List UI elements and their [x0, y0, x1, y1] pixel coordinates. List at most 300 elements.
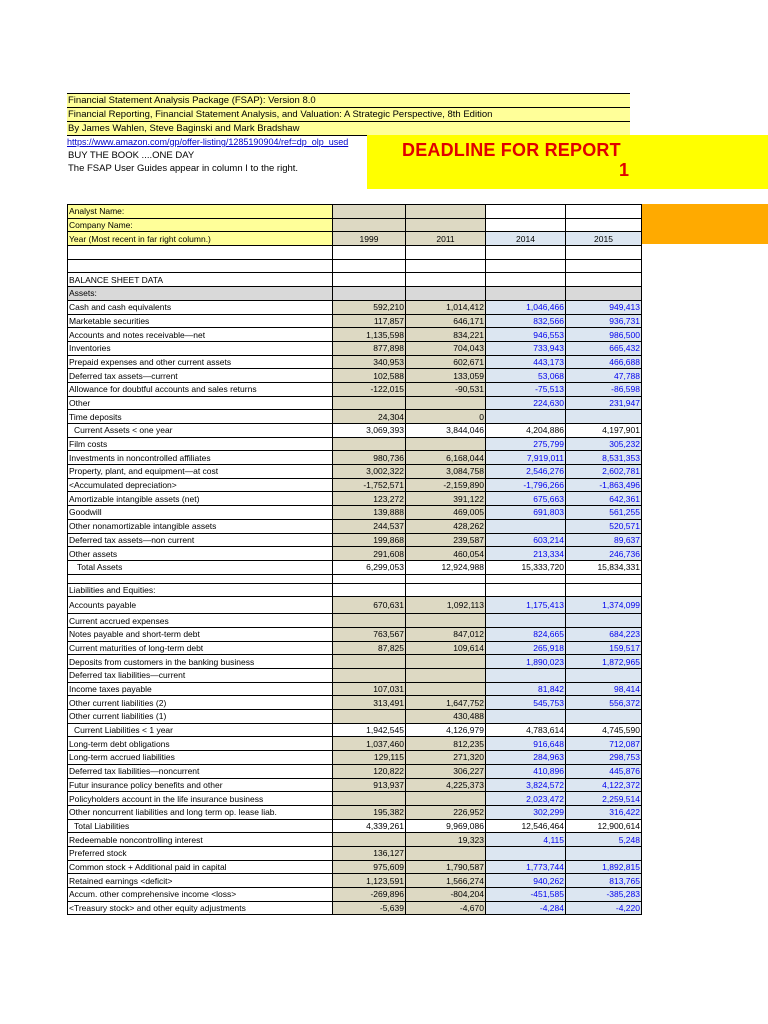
value-cell[interactable]: 133,059 — [406, 369, 486, 383]
value-cell[interactable]: 1,892,815 — [566, 860, 642, 874]
value-cell[interactable]: 469,005 — [406, 506, 486, 520]
value-cell[interactable]: 12,546,464 — [486, 819, 566, 833]
value-cell[interactable]: 3,844,046 — [406, 424, 486, 438]
table-row — [68, 478, 642, 492]
table-row — [68, 669, 642, 683]
row-label: Investments in noncontrolled affiliates — [68, 451, 333, 465]
analyst-name-label: Analyst Name: — [68, 205, 333, 219]
value-cell[interactable]: 4,115 — [486, 833, 566, 847]
row-label: Futur insurance policy benefits and other — [68, 778, 333, 792]
cell — [486, 574, 566, 583]
value-cell[interactable]: 520,571 — [566, 519, 642, 533]
value-cell[interactable]: 430,488 — [406, 710, 486, 724]
value-cell[interactable]: 7,919,011 — [486, 451, 566, 465]
year-col-1: 1999 — [333, 232, 406, 246]
value-cell[interactable]: 4,197,901 — [566, 424, 642, 438]
value-cell[interactable]: 120,822 — [333, 764, 406, 778]
cell — [566, 218, 642, 232]
value-cell[interactable]: 89,637 — [566, 533, 642, 547]
row-label: Allowance for doubtful accounts and sales returns — [68, 382, 333, 396]
value-cell[interactable]: 284,963 — [486, 751, 566, 765]
value-cell[interactable]: 466,688 — [566, 355, 642, 369]
value-cell[interactable]: -4,284 — [486, 901, 566, 915]
value-cell[interactable]: 12,900,614 — [566, 819, 642, 833]
value-cell[interactable]: 81,842 — [486, 682, 566, 696]
year-col-3: 2014 — [486, 232, 566, 246]
row-label: Policyholders account in the life insurance business — [68, 792, 333, 806]
value-cell[interactable]: 986,500 — [566, 328, 642, 342]
table-row — [68, 533, 642, 547]
value-cell[interactable]: 275,799 — [486, 437, 566, 451]
value-cell[interactable]: 298,753 — [566, 751, 642, 765]
value-cell[interactable]: 129,115 — [333, 751, 406, 765]
value-cell[interactable] — [333, 396, 406, 410]
row-label: Cash and cash equivalents — [68, 300, 333, 314]
value-cell[interactable]: 1,123,591 — [333, 874, 406, 888]
value-cell[interactable]: -385,283 — [566, 888, 642, 902]
value-cell[interactable]: 316,422 — [566, 805, 642, 819]
table-row — [68, 597, 642, 614]
value-cell[interactable]: 592,210 — [333, 300, 406, 314]
table-row — [68, 614, 642, 628]
value-cell[interactable]: 980,736 — [333, 451, 406, 465]
authors-row: By James Wahlen, Steve Baginski and Mark Bradshaw — [67, 121, 630, 136]
value-cell[interactable] — [406, 846, 486, 860]
table-row — [68, 519, 642, 533]
table-row — [68, 874, 642, 888]
value-cell[interactable]: 556,372 — [566, 696, 642, 710]
value-cell[interactable]: 847,012 — [406, 627, 486, 641]
value-cell[interactable]: -1,752,571 — [333, 478, 406, 492]
value-cell[interactable]: -75,513 — [486, 382, 566, 396]
value-cell[interactable]: 291,608 — [333, 547, 406, 561]
cell — [406, 218, 486, 232]
value-cell[interactable] — [486, 669, 566, 683]
user-guide-note: The FSAP User Guides appear in column I to the right. — [68, 163, 299, 174]
table-row — [68, 300, 642, 314]
value-cell[interactable]: 670,631 — [333, 597, 406, 614]
value-cell[interactable] — [566, 846, 642, 860]
row-label: Marketable securities — [68, 314, 333, 328]
value-cell[interactable]: 305,232 — [566, 437, 642, 451]
value-cell[interactable]: 1,374,099 — [566, 597, 642, 614]
cell — [486, 246, 566, 260]
value-cell[interactable]: 3,002,322 — [333, 465, 406, 479]
table-row — [68, 888, 642, 902]
table-row — [68, 860, 642, 874]
table-row — [68, 369, 642, 383]
value-cell[interactable]: 975,609 — [333, 860, 406, 874]
table-row — [68, 451, 642, 465]
value-cell[interactable]: 642,361 — [566, 492, 642, 506]
table-row — [68, 492, 642, 506]
cell — [406, 246, 486, 260]
row-label: Current maturities of long-term debt — [68, 641, 333, 655]
value-cell[interactable] — [333, 669, 406, 683]
cell — [406, 259, 486, 273]
value-cell[interactable]: 3,084,758 — [406, 465, 486, 479]
value-cell[interactable]: 428,262 — [406, 519, 486, 533]
value-cell[interactable] — [406, 669, 486, 683]
row-label: Accum. other comprehensive income <loss> — [68, 888, 333, 902]
value-cell[interactable]: 226,952 — [406, 805, 486, 819]
amazon-link[interactable]: https://www.amazon.com/gp/offer-listing/1285190904/ref=dp_olp_used — [67, 137, 349, 147]
cell — [333, 273, 406, 287]
row-label: Other current liabilities (1) — [68, 710, 333, 724]
value-cell[interactable]: 691,803 — [486, 506, 566, 520]
value-cell[interactable]: 117,857 — [333, 314, 406, 328]
value-cell[interactable]: 2,023,472 — [486, 792, 566, 806]
row-label: Current Liabilities < 1 year — [68, 723, 333, 737]
cell — [68, 259, 333, 273]
value-cell[interactable]: 313,491 — [333, 696, 406, 710]
value-cell[interactable]: 306,227 — [406, 764, 486, 778]
value-cell[interactable]: 603,214 — [486, 533, 566, 547]
deadline-number: 1 — [619, 160, 630, 180]
table-row — [68, 723, 642, 737]
value-cell[interactable]: 302,299 — [486, 805, 566, 819]
value-cell[interactable]: 1,014,412 — [406, 300, 486, 314]
value-cell[interactable] — [486, 519, 566, 533]
value-cell[interactable]: -90,531 — [406, 382, 486, 396]
value-cell[interactable]: 1,135,598 — [333, 328, 406, 342]
value-cell[interactable] — [333, 710, 406, 724]
row-label: Deferred tax assets—current — [68, 369, 333, 383]
table-row — [68, 846, 642, 860]
value-cell[interactable]: 824,665 — [486, 627, 566, 641]
value-cell[interactable]: 675,663 — [486, 492, 566, 506]
row-label: Retained earnings <deficit> — [68, 874, 333, 888]
value-cell[interactable]: 445,876 — [566, 764, 642, 778]
value-cell[interactable]: 1,942,545 — [333, 723, 406, 737]
value-cell[interactable]: 239,587 — [406, 533, 486, 547]
value-cell[interactable]: 224,630 — [486, 396, 566, 410]
value-cell[interactable]: -1,863,496 — [566, 478, 642, 492]
value-cell[interactable]: 665,432 — [566, 341, 642, 355]
row-label: Other — [68, 396, 333, 410]
value-cell[interactable]: 159,517 — [566, 641, 642, 655]
value-cell[interactable]: -122,015 — [333, 382, 406, 396]
row-label: <Accumulated depreciation> — [68, 478, 333, 492]
value-cell[interactable] — [406, 437, 486, 451]
value-cell[interactable]: 1,037,460 — [333, 737, 406, 751]
row-label: Deferred tax liabilities—noncurrent — [68, 764, 333, 778]
value-cell[interactable]: 1,175,413 — [486, 597, 566, 614]
value-cell[interactable]: 213,334 — [486, 547, 566, 561]
value-cell[interactable]: 410,896 — [486, 764, 566, 778]
cell — [406, 574, 486, 583]
value-cell[interactable]: 1,566,274 — [406, 874, 486, 888]
row-label: Notes payable and short-term debt — [68, 627, 333, 641]
table-row — [68, 737, 642, 751]
value-cell[interactable]: 443,173 — [486, 355, 566, 369]
cell — [566, 246, 642, 260]
table-row — [68, 437, 642, 451]
value-cell[interactable] — [333, 614, 406, 628]
value-cell[interactable]: 4,204,886 — [486, 424, 566, 438]
value-cell[interactable]: 199,868 — [333, 533, 406, 547]
company-name-input[interactable] — [333, 218, 406, 232]
value-cell[interactable]: 812,235 — [406, 737, 486, 751]
value-cell[interactable] — [486, 614, 566, 628]
value-cell[interactable] — [333, 833, 406, 847]
company-name-label: Company Name: — [68, 218, 333, 232]
cell — [406, 287, 486, 301]
value-cell[interactable] — [406, 682, 486, 696]
value-cell[interactable]: 271,320 — [406, 751, 486, 765]
year-col-4: 2015 — [566, 232, 642, 246]
row-label: Time deposits — [68, 410, 333, 424]
value-cell[interactable]: -451,585 — [486, 888, 566, 902]
cell — [566, 287, 642, 301]
value-cell[interactable]: 19,323 — [406, 833, 486, 847]
value-cell[interactable]: 53,068 — [486, 369, 566, 383]
value-cell[interactable]: 3,824,572 — [486, 778, 566, 792]
row-label: Film costs — [68, 437, 333, 451]
value-cell[interactable] — [406, 655, 486, 669]
liabilities-heading: Liabilities and Equities: — [68, 583, 333, 597]
row-label: Deposits from customers in the banking business — [68, 655, 333, 669]
table-row — [68, 710, 642, 724]
cell — [566, 583, 642, 597]
value-cell[interactable]: -1,796,266 — [486, 478, 566, 492]
row-label: Current Assets < one year — [68, 424, 333, 438]
value-cell[interactable]: 4,745,590 — [566, 723, 642, 737]
table-row — [68, 355, 642, 369]
value-cell[interactable]: 460,054 — [406, 547, 486, 561]
value-cell[interactable]: 0 — [406, 410, 486, 424]
value-cell[interactable]: 24,304 — [333, 410, 406, 424]
table-row — [68, 792, 642, 806]
row-label: Preferred stock — [68, 846, 333, 860]
value-cell[interactable]: 1,890,023 — [486, 655, 566, 669]
value-cell[interactable]: 136,127 — [333, 846, 406, 860]
value-cell[interactable]: 139,888 — [333, 506, 406, 520]
value-cell[interactable]: 877,898 — [333, 341, 406, 355]
table-row — [68, 465, 642, 479]
cell — [68, 246, 333, 260]
table-row — [68, 805, 642, 819]
value-cell[interactable]: 4,339,261 — [333, 819, 406, 833]
row-label: Total Assets — [68, 560, 333, 574]
value-cell[interactable]: 4,122,372 — [566, 778, 642, 792]
row-label: Deferred tax liabilities—current — [68, 669, 333, 683]
year-col-2: 2011 — [406, 232, 486, 246]
value-cell[interactable] — [486, 710, 566, 724]
table-row — [68, 506, 642, 520]
row-label: Goodwill — [68, 506, 333, 520]
value-cell[interactable]: 102,588 — [333, 369, 406, 383]
cell — [333, 583, 406, 597]
cell — [406, 273, 486, 287]
value-cell[interactable]: 1,872,965 — [566, 655, 642, 669]
value-cell[interactable]: 1,092,113 — [406, 597, 486, 614]
table-row — [68, 641, 642, 655]
balance-sheet-title: BALANCE SHEET DATA — [68, 273, 333, 287]
value-cell[interactable]: 12,924,988 — [406, 560, 486, 574]
row-label: Current accrued expenses — [68, 614, 333, 628]
table-row — [68, 314, 642, 328]
value-cell[interactable]: 6,299,053 — [333, 560, 406, 574]
row-label: Accounts payable — [68, 597, 333, 614]
table-row — [68, 833, 642, 847]
value-cell[interactable]: 602,671 — [406, 355, 486, 369]
cell — [566, 273, 642, 287]
value-cell[interactable]: 4,783,614 — [486, 723, 566, 737]
value-cell[interactable]: 763,567 — [333, 627, 406, 641]
value-cell[interactable]: 47,788 — [566, 369, 642, 383]
row-label: Accounts and notes receivable—net — [68, 328, 333, 342]
table-row — [68, 547, 642, 561]
row-label: Inventories — [68, 341, 333, 355]
value-cell[interactable]: 265,918 — [486, 641, 566, 655]
value-cell[interactable]: 244,537 — [333, 519, 406, 533]
value-cell[interactable]: 946,553 — [486, 328, 566, 342]
cell — [566, 259, 642, 273]
value-cell[interactable] — [406, 396, 486, 410]
value-cell[interactable]: 231,947 — [566, 396, 642, 410]
value-cell[interactable]: -4,220 — [566, 901, 642, 915]
value-cell[interactable]: 87,825 — [333, 641, 406, 655]
row-label: Other nonamortizable intangible assets — [68, 519, 333, 533]
fsap-version-row: Financial Statement Analysis Package (FSAP): Version 8.0 — [67, 93, 630, 107]
value-cell[interactable]: 123,272 — [333, 492, 406, 506]
value-cell[interactable]: -86,598 — [566, 382, 642, 396]
cell — [333, 287, 406, 301]
cell — [486, 218, 566, 232]
value-cell[interactable] — [333, 792, 406, 806]
year-label: Year (Most recent in far right column.) — [68, 232, 333, 246]
row-label: Income taxes payable — [68, 682, 333, 696]
row-label: Common stock + Additional paid in capital — [68, 860, 333, 874]
value-cell[interactable] — [333, 655, 406, 669]
value-cell[interactable]: 340,953 — [333, 355, 406, 369]
value-cell[interactable]: 246,736 — [566, 547, 642, 561]
table-row — [68, 410, 642, 424]
cell — [68, 574, 333, 583]
value-cell[interactable] — [486, 846, 566, 860]
value-cell[interactable]: 834,221 — [406, 328, 486, 342]
cell — [486, 287, 566, 301]
book-title-row: Financial Reporting, Financial Statement Analysis, and Valuation: A Strategic Perspective, 8th Edition — [67, 107, 630, 121]
value-cell[interactable]: 2,259,514 — [566, 792, 642, 806]
value-cell[interactable] — [566, 410, 642, 424]
table-row — [68, 574, 642, 583]
row-label: Amortizable intangible assets (net) — [68, 492, 333, 506]
value-cell[interactable]: 5,248 — [566, 833, 642, 847]
value-cell[interactable]: 98,414 — [566, 682, 642, 696]
buy-book-text: BUY THE BOOK ....ONE DAY — [68, 150, 195, 161]
row-label: Long-term debt obligations — [68, 737, 333, 751]
table-row — [68, 778, 642, 792]
value-cell[interactable]: 4,126,979 — [406, 723, 486, 737]
value-cell[interactable] — [486, 410, 566, 424]
table-row — [68, 341, 642, 355]
cell — [406, 205, 486, 219]
value-cell[interactable]: 6,168,044 — [406, 451, 486, 465]
table-row — [68, 655, 642, 669]
value-cell[interactable]: 561,255 — [566, 506, 642, 520]
value-cell[interactable]: 936,731 — [566, 314, 642, 328]
value-cell[interactable]: 712,087 — [566, 737, 642, 751]
table-row — [68, 583, 642, 597]
value-cell[interactable]: 704,043 — [406, 341, 486, 355]
value-cell[interactable]: 3,069,393 — [333, 424, 406, 438]
value-cell[interactable]: 949,413 — [566, 300, 642, 314]
value-cell[interactable]: 733,943 — [486, 341, 566, 355]
value-cell[interactable] — [566, 669, 642, 683]
value-cell[interactable]: 813,765 — [566, 874, 642, 888]
deadline-title: DEADLINE FOR REPORT — [402, 140, 621, 160]
cell — [566, 574, 642, 583]
table-row — [68, 560, 642, 574]
value-cell[interactable]: 15,333,720 — [486, 560, 566, 574]
value-cell[interactable]: 9,969,086 — [406, 819, 486, 833]
table-row — [68, 382, 642, 396]
cell — [406, 583, 486, 597]
cell — [486, 259, 566, 273]
cell — [486, 205, 566, 219]
value-cell[interactable]: 684,223 — [566, 627, 642, 641]
value-cell[interactable]: -804,204 — [406, 888, 486, 902]
assets-heading: Assets: — [68, 287, 333, 301]
value-cell[interactable]: 391,122 — [406, 492, 486, 506]
value-cell[interactable] — [406, 792, 486, 806]
row-label: Long-term accrued liabilities — [68, 751, 333, 765]
value-cell[interactable]: 2,602,781 — [566, 465, 642, 479]
table-row — [68, 764, 642, 778]
value-cell[interactable]: 109,614 — [406, 641, 486, 655]
value-cell[interactable]: 1,647,752 — [406, 696, 486, 710]
value-cell[interactable]: 1,773,744 — [486, 860, 566, 874]
value-cell[interactable]: 832,566 — [486, 314, 566, 328]
cell — [333, 259, 406, 273]
value-cell[interactable] — [333, 437, 406, 451]
value-cell[interactable]: -2,159,890 — [406, 478, 486, 492]
row-label: Prepaid expenses and other current assets — [68, 355, 333, 369]
orange-highlight-block — [630, 204, 768, 244]
value-cell[interactable]: 1,790,587 — [406, 860, 486, 874]
value-cell[interactable]: 913,937 — [333, 778, 406, 792]
table-row — [68, 819, 642, 833]
cell — [486, 583, 566, 597]
value-cell[interactable]: 1,046,466 — [486, 300, 566, 314]
value-cell[interactable]: 2,546,276 — [486, 465, 566, 479]
table-row — [68, 751, 642, 765]
value-cell[interactable]: 646,171 — [406, 314, 486, 328]
table-row — [68, 901, 642, 915]
value-cell[interactable]: 107,031 — [333, 682, 406, 696]
row-label: Other current liabilities (2) — [68, 696, 333, 710]
value-cell[interactable] — [406, 614, 486, 628]
value-cell[interactable]: 4,225,373 — [406, 778, 486, 792]
table-row — [68, 696, 642, 710]
value-cell[interactable] — [566, 710, 642, 724]
value-cell[interactable]: 545,753 — [486, 696, 566, 710]
value-cell[interactable]: -269,896 — [333, 888, 406, 902]
value-cell[interactable]: 15,834,331 — [566, 560, 642, 574]
row-label: Other assets — [68, 547, 333, 561]
value-cell[interactable]: 916,648 — [486, 737, 566, 751]
analyst-name-input[interactable] — [333, 205, 406, 219]
value-cell[interactable]: 195,382 — [333, 805, 406, 819]
table-row — [68, 396, 642, 410]
value-cell[interactable]: -4,670 — [406, 901, 486, 915]
value-cell[interactable]: 940,262 — [486, 874, 566, 888]
value-cell[interactable]: -5,639 — [333, 901, 406, 915]
value-cell[interactable]: 8,531,353 — [566, 451, 642, 465]
value-cell[interactable] — [566, 614, 642, 628]
